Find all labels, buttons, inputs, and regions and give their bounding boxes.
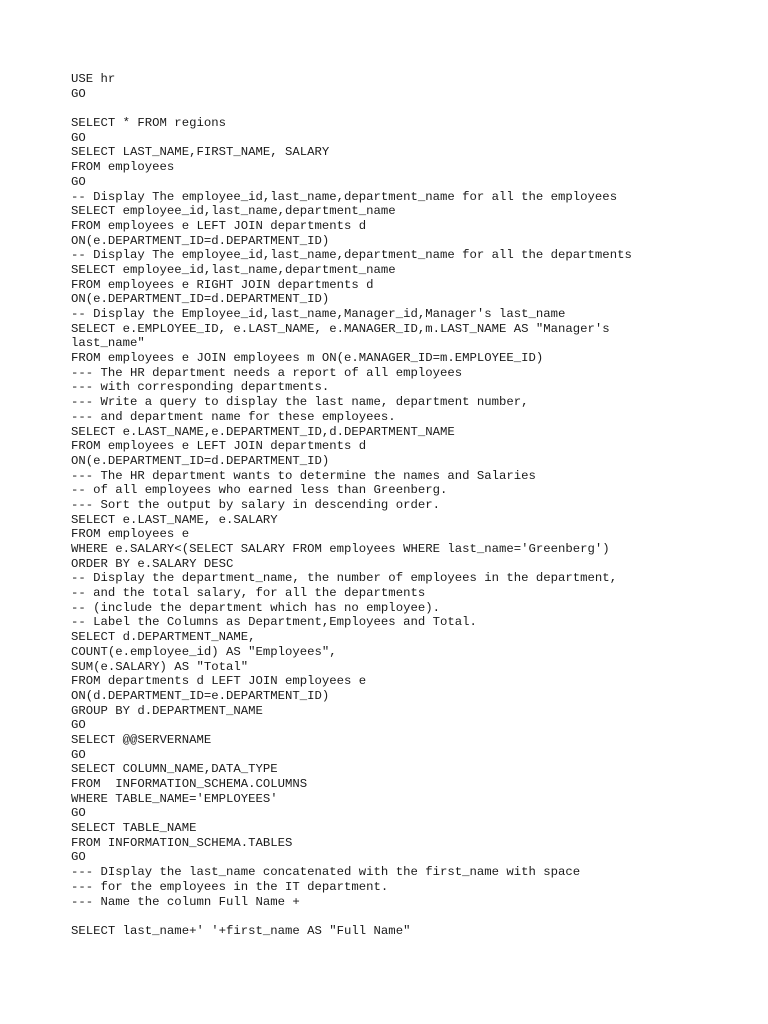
code-line: -- Display the Employee_id,last_name,Manager_id,Manager's last_name — [71, 307, 566, 321]
code-line: SELECT TABLE_NAME — [71, 821, 197, 836]
code-line: GO — [71, 86, 86, 101]
code-line: --- Name the column Full Name + — [71, 894, 300, 909]
code-line: FROM employees e LEFT JOIN departments d — [71, 218, 367, 233]
code-line: USE hr — [71, 72, 116, 86]
code-line: SELECT employee_id,last_name,department_name — [71, 204, 396, 219]
code-line: -- Label the Columns as Department,Employees and Total. — [71, 615, 477, 630]
code-line: SELECT e.EMPLOYEE_ID, e.LAST_NAME, e.MANAGER_ID,m.LAST_NAME AS "Manager's — [71, 321, 610, 336]
code-line: -- (include the department which has no employee). — [71, 600, 440, 615]
code-line: FROM employees — [71, 160, 175, 175]
code-line: GO — [71, 718, 86, 733]
code-line: WHERE TABLE_NAME='EMPLOYEES' — [71, 791, 278, 806]
code-line: GROUP BY d.DEPARTMENT_NAME — [71, 703, 263, 718]
code-line: GO — [71, 806, 86, 821]
sql-script — [71, 72, 751, 939]
code-line: --- The HR department wants to determine the names and Salaries — [71, 468, 536, 483]
code-line: FROM employees e RIGHT JOIN departments d — [71, 277, 374, 292]
code-line: SELECT COLUMN_NAME,DATA_TYPE — [71, 762, 278, 777]
code-line: GO — [71, 174, 86, 189]
code-line: SELECT employee_id,last_name,department_name — [71, 262, 396, 277]
code-line: ON(e.DEPARTMENT_ID=d.DEPARTMENT_ID) — [71, 453, 330, 468]
code-line: FROM employees e JOIN employees m ON(e.MANAGER_ID=m.EMPLOYEE_ID) — [71, 351, 544, 366]
code-line: SELECT d.DEPARTMENT_NAME, — [71, 630, 256, 645]
code-line: GO — [71, 747, 86, 762]
code-line: SELECT e.LAST_NAME, e.SALARY — [71, 512, 278, 527]
code-line: ON(e.DEPARTMENT_ID=d.DEPARTMENT_ID) — [71, 292, 330, 307]
code-line: --- for the employees in the IT department. — [71, 879, 389, 894]
code-line: --- The HR department needs a report of all employees — [71, 365, 463, 380]
code-line: SELECT LAST_NAME,FIRST_NAME, SALARY — [71, 145, 330, 160]
code-line: --- and department name for these employees. — [71, 409, 396, 424]
code-line: -- of all employees who earned less than Greenberg. — [71, 483, 448, 498]
code-line: ON(e.DEPARTMENT_ID=d.DEPARTMENT_ID) — [71, 233, 330, 248]
code-line: FROM employees e — [71, 527, 190, 542]
code-line: SELECT @@SERVERNAME — [71, 732, 212, 747]
code-line: last_name" — [71, 336, 145, 351]
code-line: -- Display The employee_id,last_name,department_name for all the employees — [71, 189, 618, 204]
code-line: ORDER BY e.SALARY DESC — [71, 556, 234, 571]
code-line: FROM employees e LEFT JOIN departments d — [71, 439, 367, 454]
code-line: FROM departments d LEFT JOIN employees e — [71, 674, 367, 689]
code-line: GO — [71, 850, 86, 865]
code-line: -- Display the department_name, the number of employees in the department, — [71, 571, 618, 586]
code-line: FROM INFORMATION_SCHEMA.COLUMNS — [71, 777, 308, 791]
code-line: -- Display The employee_id,last_name,department_name for all the departments — [71, 248, 632, 263]
code-line — [71, 909, 751, 924]
code-line: SUM(e.SALARY) AS "Total" — [71, 659, 249, 674]
code-line: --- Write a query to display the last name, department number, — [71, 395, 529, 410]
code-line: WHERE e.SALARY<(SELECT SALARY FROM employees WHERE last_name='Greenberg') — [71, 542, 610, 556]
code-line: --- DIsplay the last_name concatenated with the first_name with space — [71, 865, 581, 880]
code-line: FROM INFORMATION_SCHEMA.TABLES — [71, 835, 293, 850]
code-line: SELECT e.LAST_NAME,e.DEPARTMENT_ID,d.DEPARTMENT_NAME — [71, 424, 455, 439]
code-line: --- Sort the output by salary in descending order. — [71, 497, 440, 512]
code-line — [71, 101, 751, 116]
code-line: SELECT * FROM regions — [71, 116, 226, 131]
code-line: ON(d.DEPARTMENT_ID=e.DEPARTMENT_ID) — [71, 688, 330, 703]
code-line: -- and the total salary, for all the departments — [71, 586, 426, 601]
code-line: --- with corresponding departments. — [71, 380, 330, 395]
code-line: SELECT last_name+' '+first_name AS "Full Name" — [71, 923, 411, 938]
code-line: COUNT(e.employee_id) AS "Employees", — [71, 644, 337, 659]
code-line: GO — [71, 130, 86, 145]
